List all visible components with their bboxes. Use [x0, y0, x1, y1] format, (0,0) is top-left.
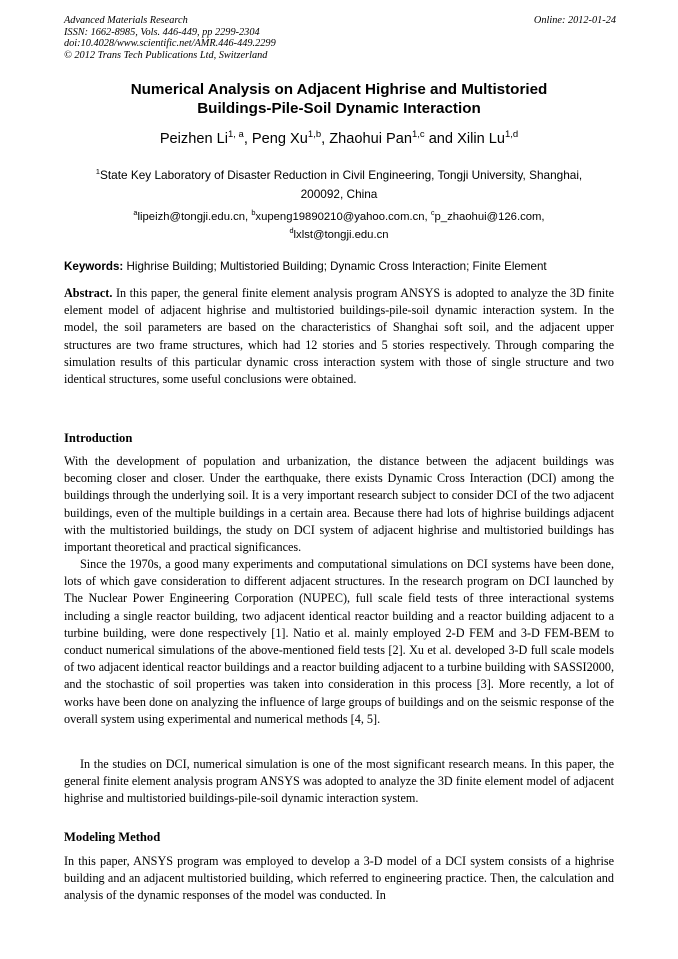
introduction-paragraph-1: With the development of population and urbanization, the distance between the adjacent buildings was becoming closer and closer. Under the earthquake, there exists Dynamic Cross Interaction (DCI) among the buildings through the underlying soil. It is a very important research subject to consider DCI of the two adjacent buildings, even of the multiple buildings in a certain area. Because there had lots of highrise buildings adjacent with the multistoried buildings, the study on DCI system of adjacent highrise and multistoried buildings has important theoretical and practical significances. — [64, 454, 614, 555]
title-line-2: Buildings-Pile-Soil Dynamic Interaction — [197, 100, 481, 117]
abstract-text: In this paper, the general finite element analysis program ANSYS is adopted to analyze the 3D finite element model of adjacent highrise and multistoried buildings-pile-soil dynamic interaction system. In the model, the soil parameters are based on the characteristics of Shanghai soft soil, and the adjacent upper structures are two frame structures, which had 12 stories and 5 stories respectively. Through comparing the simulation results of this particular dynamic cross interaction system with those of single structure and two identical structures, some useful conclusions were obtained. — [64, 286, 614, 387]
affiliation-line-2: 200092, China — [300, 187, 378, 201]
keywords-text: Highrise Building; Multistoried Building; Dynamic Cross Interaction; Finite Element — [123, 260, 547, 273]
keywords — [64, 259, 616, 275]
author-list — [64, 129, 614, 149]
issn-line: ISSN: 1662-8985, Vols. 446-449, pp 2299-2304 — [64, 26, 260, 38]
affiliation-line-1: State Key Laboratory of Disaster Reduction in Civil Engineering, Tongji University, Shanghai, — [100, 168, 583, 182]
abstract-label: Abstract. — [64, 286, 113, 300]
introduction-paragraph-2: Since the 1970s, a good many experiments and computational simulations on DCI systems have been done, lots of which gave consideration to different adjacent structures. In the research program on DCI launched by The Nuclear Power Engineering Corporation (NUPEC), full scale field tests of three interactional systems including a single reactor building, two adjacent identical reactor building and a reactor building adjacent to a turbine building, were done respectively [1]. Natio et al. mainly employed 2-D FEM and 3-D FEM-BEM to conduct numerical simulations of the above-mentioned field tests [2]. Xu et al. developed 3-D full scale models of two adjacent identical reactor buildings and a reactor building adjacent to a turbine building with SASSI2000, and the stochastic of soil properties was taken into consideration in this process [3]. More recently, a lot of works have been done on analyzing the influence of large groups of buildings and on the seismic response of the overall system using experimental and numerical methods [4, 5]. — [64, 557, 614, 726]
title-line-1: Numerical Analysis on Adjacent Highrise and Multistoried — [130, 81, 548, 98]
email-sup: b — [251, 208, 256, 218]
email-link[interactable]: p_zhaohui@126.com, — [434, 211, 545, 223]
copyright-line: © 2012 Trans Tech Publications Ltd, Switzerland — [64, 49, 268, 61]
keywords-label: Keywords: — [64, 260, 124, 273]
modeling-method-heading: Modeling Method — [64, 830, 161, 844]
introduction-heading: Introduction — [64, 431, 133, 445]
author-affil-sup: 1,c — [411, 129, 425, 141]
author-separator: and — [424, 131, 458, 147]
email-link[interactable]: lipeizh@tongji.edu.cn, — [137, 211, 252, 223]
author-separator: , — [321, 131, 330, 147]
journal-header — [64, 15, 616, 61]
email-link[interactable]: lxlst@tongji.edu.cn — [293, 229, 389, 241]
author-affil-sup: 1, a — [227, 129, 244, 141]
author-name: Zhaohui Pan — [329, 131, 412, 147]
paper-title — [64, 80, 614, 118]
email-sup: a — [133, 208, 138, 218]
author-affil-sup: 1,d — [504, 129, 519, 141]
email-sup: d — [289, 226, 294, 236]
author-name: Xilin Lu — [457, 131, 505, 147]
journal-name: Advanced Materials Research — [64, 15, 188, 26]
abstract — [64, 285, 614, 388]
email-link[interactable]: xupeng19890210@yahoo.com.cn, — [255, 211, 431, 223]
author-separator: , — [243, 131, 252, 147]
doi-line: doi:10.4028/www.scientific.net/AMR.446-449.2299 — [64, 38, 276, 49]
modeling-paragraph-1: In this paper, ANSYS program was employed to develop a 3-D model of a DCI system consists of a highrise building and an adjacent multistoried building, which referred to engineering practice. Then, the calculation and analysis of the dynamic responses of the model was conducted. In — [64, 854, 614, 903]
author-emails — [74, 208, 604, 244]
affiliation-sup: 1 — [95, 167, 101, 177]
introduction-paragraph-3: In the studies on DCI, numerical simulation is one of the most significant research means. In this paper, the general finite element analysis program ANSYS was adopted to analyze the 3D finite element model of adjacent highrise and multistoried buildings-pile-soil dynamic interaction system. — [64, 757, 614, 806]
author-affil-sup: 1,b — [307, 129, 322, 141]
author-name: Peng Xu — [251, 131, 308, 147]
author-name: Peizhen Li — [159, 131, 228, 147]
email-sup: c — [430, 208, 435, 218]
online-date: Online: 2012-01-24 — [533, 15, 616, 26]
affiliation — [74, 166, 604, 204]
